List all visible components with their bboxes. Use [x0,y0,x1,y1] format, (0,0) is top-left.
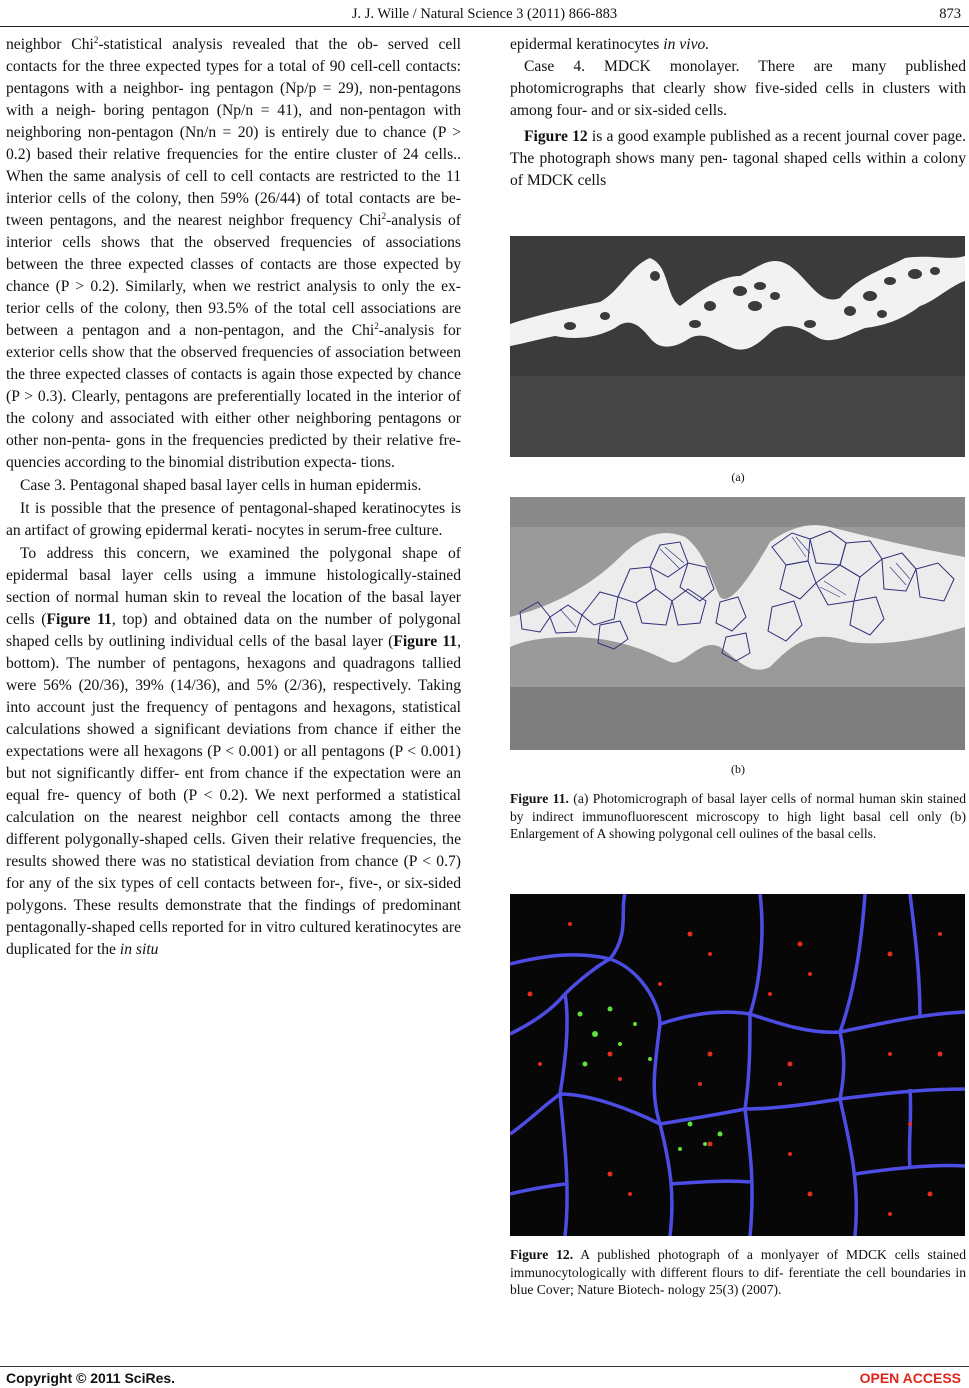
page-footer [0,1370,969,1388]
paragraph-polygonal-shape: To address this concern, we examined the polygonal shape of epidermal basal layer cells using a immune histologically-stained section of normal human skin to reveal the location of the basal layer cells (Figure 11, top) and obtained data on the number of polygonal shaped cells by outlining individual cells of the basal layer (Figure 11, bottom). The number of pentagons, hexagons and quadragons tallied were 56% (20/36), 39% (14/36), and 5% (2/36), respectively. Taking into account just the frequency of pentagons and hexagons, statistical calculations showed a significant deviations from chance if either the expectations were all hexagons (P < 0.001) or all pentagons (P < 0.001) but not significantly differ- ent from chance if the expectation were an equal fre- quency of both (P < 0.2). We next performed a statistical calculation on the nearest neighbor cell contacts among the three different polygonally-shaped cells. Given their relative frequencies, the results showed there was no statistical deviation from chance (P < 0.7) for any of the six types of cell contacts between for-, five-, or six-sided polygons. These results demonstrate that the findings of predominant pentagonally-shaped cells reported for in vitro cultured keratinocytes are duplicated for the in situ [6,545,461,958]
figure-11b-image [510,497,965,750]
paragraph-case4: Case 4. MDCK monolayer. There are many published photomicrographs that clearly show five-sided cells in clusters with among four- and or six-sided cells. [510,58,966,119]
running-title: J. J. Wille / Natural Science 3 (2011) 866-883 [351,6,618,22]
figure-12-caption-text: A published photograph of a monlyayer of MDCK cells stained immunocytologically with different flours to dif- ferentiate the cell boundaries in blue Cover; Nature Biotech- nology 25(3) (2007). [510,1247,967,1298]
figure-11b-outlines [510,497,965,750]
figure-12-image [510,894,965,1236]
header-rule [0,26,969,27]
paragraph-case3: Case 3. Pentagonal shaped basal layer cells in human epidermis. [20,477,422,494]
open-access-label: OPEN ACCESS [859,1370,961,1386]
copyright-notice: Copyright © 2011 SciRes. [6,1370,176,1386]
left-column [6,34,461,961]
figure-11a-image [510,236,965,457]
figure-11b-label: (b) [731,762,745,776]
paragraph-artifact: It is possible that the presence of pentagonal-shaped keratinocytes is an artifact of growing epidermal kerati- nocytes in serum-free culture. [6,500,461,539]
right-column [510,34,966,192]
paragraph-figure12-intro: Figure 12 is a good example published as a recent journal cover page. The photograph shows many pen- tagonal shaped cells within a colony of MDCK cells [510,128,966,189]
figure-11-caption-text: (a) Photomicrograph of basal layer cells of normal human skin stained by indirect immunofluorescent microscopy to high light basal cell only (b) Enlargement of A showing polygonal cell oulines of the basal cells. [510,791,967,842]
figure-11a-label: (a) [731,470,745,484]
paragraph-in-vivo: epidermal keratinocytes in vivo. [510,36,710,53]
footer-rule [0,1366,969,1367]
figure-12-caption [510,1246,966,1299]
paragraph-chi-analysis: neighbor Chi$^2$-statistical analysis revealed that the ob- served cell contacts for the three expected types for a total of 90 cell-cell contacts: pentagons with a neighbor- ing pentagon (Np/p = 29), non-pentagons with a neigh- boring pentagon (Np/n = 41), and non-pentagon with neighboring non-pentagon (Nn/n = 20) is entirely due to chance (P > 0.2) based their relative frequencies for the entire cluster of 24 cells.. When the same analysis of cell to cell contacts are restricted to the 11 interior cells of the colony, then 59% (26/44) of total contacts are be- tween pentagons, and the nearest neighbor frequency Chi$^2$-analysis of interior cells shows that the observed frequencies of associations between the three expected classes of contacts are those expected by chance (P > 0.2). Similarly, when we restrict analysis to only the ex- terior cells of the colony, then 93.5% of the total cell associations are between a pentagon and a non-pentagon, and the Chi$^2$-analysis for exterior cells show that the observed frequencies of association between the three expected classes of contacts is again those expected by chance (P > 0.3). Clearly, pentagons are preferentially located in the interior of the colony and associated with either other neighboring pentagons or other non-penta- gons in the frequencies predicted by their relative fre- quencies according to the binomial distribution expecta- tions. [6,34,461,471]
figure-12-caption-label: Figure 12. [510,1247,574,1262]
figure-11a-photomicrograph [510,236,965,457]
figure-11-caption [510,790,966,843]
page-header [0,6,969,28]
figure-12-mdck-photo [510,894,965,1236]
page-number: 873 [939,6,961,22]
figure-11-caption-label: Figure 11. [510,791,569,806]
